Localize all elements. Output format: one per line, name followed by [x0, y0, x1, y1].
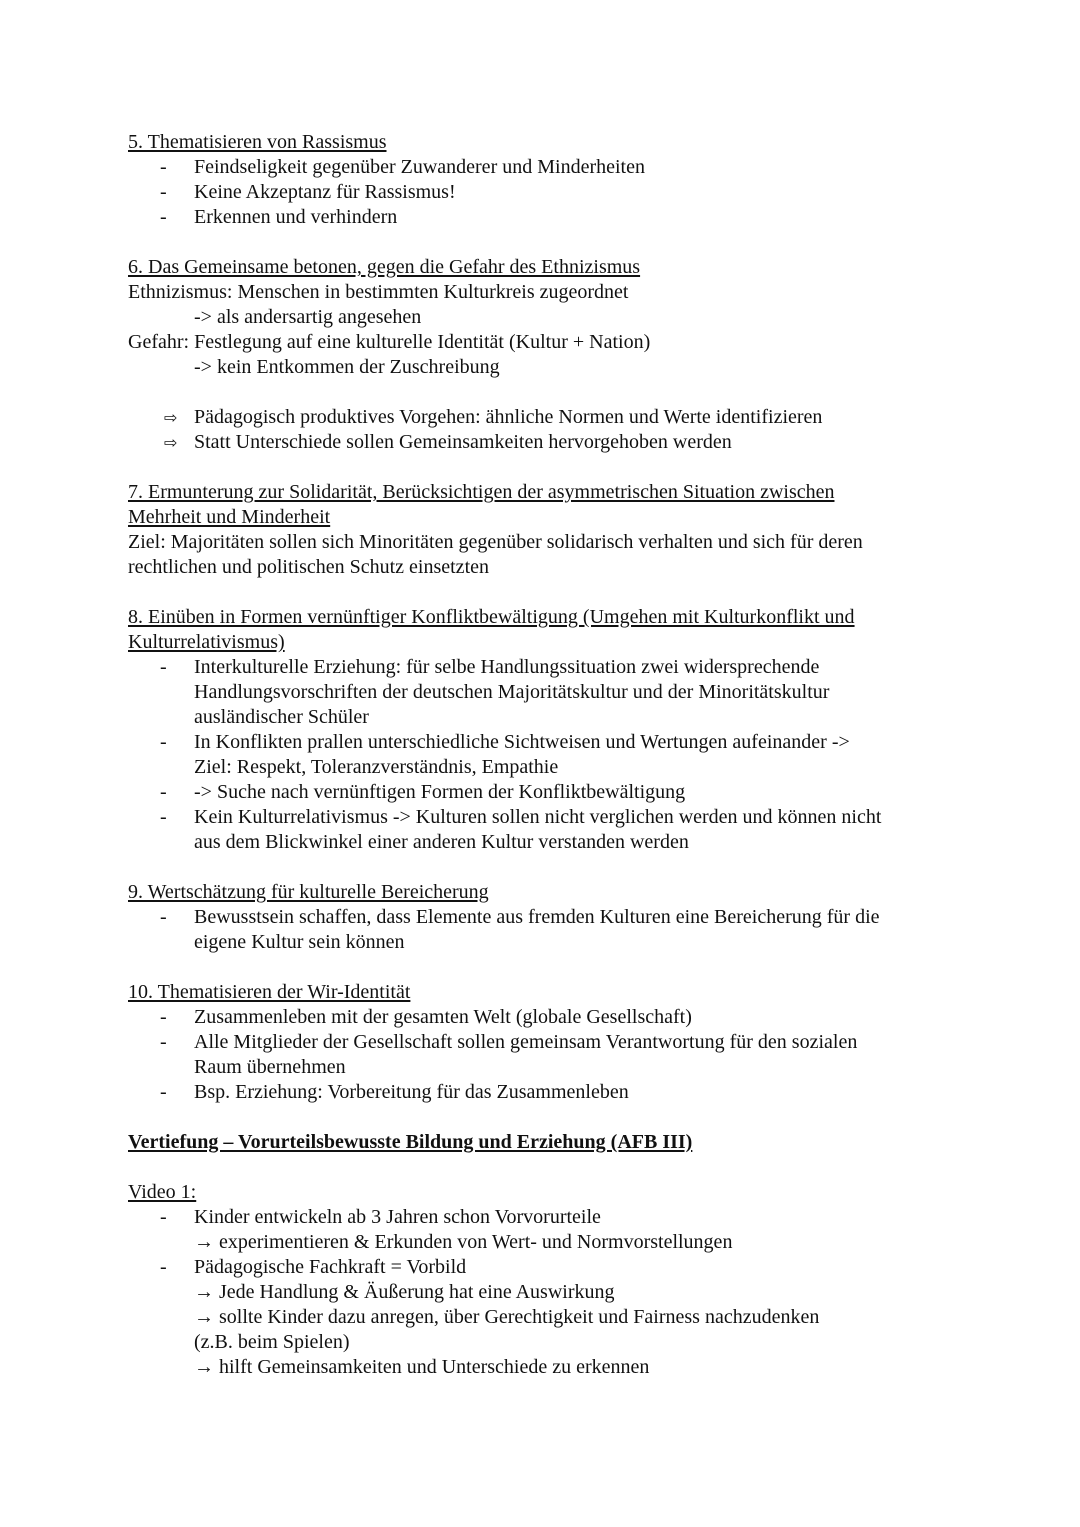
section-heading [128, 255, 958, 280]
bullet-item [128, 180, 958, 205]
bullet-item [128, 905, 958, 930]
line-text: Statt Unterschiede sollen Gemeinsamkeiten hervorgehoben werden [194, 431, 732, 453]
line-text: → hilft Gemeinsamkeiten und Unterschiede zu erkennen [194, 1356, 650, 1378]
section-heading [128, 480, 958, 505]
line-text: -> als andersartig angesehen [194, 306, 422, 328]
bullet-item [128, 1030, 958, 1055]
line-text: Gefahr: Festlegung auf eine kulturelle Identität (Kultur + Nation) [128, 331, 651, 353]
blank-line [128, 455, 958, 480]
blank-line [128, 1105, 958, 1130]
line-text: Ethnizismus: Menschen in bestimmten Kulturkreis zugeordnet [128, 281, 629, 303]
line-text: eigene Kultur sein können [194, 931, 405, 953]
bullet-item [128, 1205, 958, 1230]
line-text: 9. Wertschätzung für kulturelle Bereicherung [128, 881, 489, 903]
paragraph-line [128, 280, 958, 305]
dash-bullet-icon: - [160, 1206, 167, 1228]
line-text: Feindseligkeit gegenüber Zuwanderer und Minderheiten [194, 156, 645, 178]
bullet-item [128, 805, 958, 830]
line-text: Raum übernehmen [194, 1056, 346, 1078]
outline-arrow-icon: ⇨ [164, 408, 178, 427]
line-text: (z.B. beim Spielen) [194, 1331, 350, 1353]
line-text: Pädagogische Fachkraft = Vorbild [194, 1256, 467, 1278]
line-text: aus dem Blickwinkel einer anderen Kultur verstanden werden [194, 831, 689, 853]
indented-line [128, 355, 958, 380]
section-heading [128, 130, 958, 155]
arrow-item [128, 405, 958, 430]
blank-line [128, 230, 958, 255]
paragraph-line [128, 530, 958, 555]
line-text: In Konflikten prallen unterschiedliche Sichtweisen und Wertungen aufeinander -> [194, 731, 850, 753]
line-text: Ziel: Majoritäten sollen sich Minoritäten gegenüber solidarisch verhalten und sich für deren [128, 531, 863, 553]
paragraph-line [128, 330, 958, 355]
outline-arrow-icon: ⇨ [164, 433, 178, 452]
bullet-item [128, 780, 958, 805]
line-text: Zusammenleben mit der gesamten Welt (globale Gesellschaft) [194, 1006, 692, 1028]
line-text: Pädagogisch produktives Vorgehen: ähnliche Normen und Werte identifizieren [194, 406, 823, 428]
blank-line [128, 855, 958, 880]
line-text: Handlungsvorschriften der deutschen Majoritätskultur und der Minoritätskultur [194, 681, 830, 703]
continuation-line [128, 1280, 958, 1305]
continuation-line [128, 680, 958, 705]
continuation-line [128, 1055, 958, 1080]
continuation-line [128, 755, 958, 780]
line-text: 7. Ermunterung zur Solidarität, Berücksichtigen der asymmetrischen Situation zwischen [128, 481, 835, 503]
blank-line [128, 380, 958, 405]
bullet-item [128, 205, 958, 230]
section-heading [128, 1180, 958, 1205]
section-heading [128, 980, 958, 1005]
arrow-item [128, 430, 958, 455]
line-text: -> Suche nach vernünftigen Formen der Konfliktbewältigung [194, 781, 686, 803]
continuation-line [128, 1330, 958, 1355]
blank-line [128, 1155, 958, 1180]
bullet-item [128, 655, 958, 680]
line-text: Bsp. Erziehung: Vorbereitung für das Zusammenleben [194, 1081, 629, 1103]
dash-bullet-icon: - [160, 156, 167, 178]
continuation-line [128, 705, 958, 730]
section-heading [128, 630, 958, 655]
line-text: Kein Kulturrelativismus -> Kulturen sollen nicht verglichen werden und können nicht [194, 806, 882, 828]
line-text: → experimentieren & Erkunden von Wert- und Normvorstellungen [194, 1231, 733, 1253]
dash-bullet-icon: - [160, 1031, 167, 1053]
line-text: 10. Thematisieren der Wir-Identität [128, 981, 411, 1003]
indented-line [128, 305, 958, 330]
document-body [128, 130, 958, 1380]
line-text: → Jede Handlung & Äußerung hat eine Auswirkung [194, 1281, 615, 1303]
line-text: Video 1: [128, 1181, 197, 1203]
continuation-line [128, 1230, 958, 1255]
line-text: 5. Thematisieren von Rassismus [128, 131, 387, 153]
line-text: Vertiefung – Vorurteilsbewusste Bildung und Erziehung (AFB III) [128, 1131, 693, 1153]
line-text: Keine Akzeptanz für Rassismus! [194, 181, 456, 203]
line-text: rechtlichen und politischen Schutz einsetzten [128, 556, 489, 578]
bullet-item [128, 1005, 958, 1030]
line-text: Ziel: Respekt, Toleranzverständnis, Empathie [194, 756, 559, 778]
line-text: ausländischer Schüler [194, 706, 369, 728]
bullet-item [128, 1080, 958, 1105]
dash-bullet-icon: - [160, 731, 167, 753]
section-heading [128, 605, 958, 630]
dash-bullet-icon: - [160, 181, 167, 203]
dash-bullet-icon: - [160, 656, 167, 678]
paragraph-line [128, 555, 958, 580]
line-text: Bewusstsein schaffen, dass Elemente aus fremden Kulturen eine Bereicherung für die [194, 906, 880, 928]
bullet-item [128, 1255, 958, 1280]
line-text: Mehrheit und Minderheit [128, 506, 331, 528]
line-text: Alle Mitglieder der Gesellschaft sollen gemeinsam Verantwortung für den sozialen [194, 1031, 858, 1053]
section-heading [128, 505, 958, 530]
dash-bullet-icon: - [160, 781, 167, 803]
line-text: Interkulturelle Erziehung: für selbe Handlungssituation zwei widersprechende [194, 656, 820, 678]
continuation-line [128, 930, 958, 955]
bullet-item [128, 155, 958, 180]
line-text: 8. Einüben in Formen vernünftiger Konfliktbewältigung (Umgehen mit Kulturkonflikt und [128, 606, 855, 628]
continuation-line [128, 830, 958, 855]
continuation-line [128, 1355, 958, 1380]
section-heading [128, 880, 958, 905]
line-text: -> kein Entkommen der Zuschreibung [194, 356, 500, 378]
line-text: Kulturrelativismus) [128, 631, 285, 653]
dash-bullet-icon: - [160, 806, 167, 828]
dash-bullet-icon: - [160, 906, 167, 928]
blank-line [128, 580, 958, 605]
line-text: Erkennen und verhindern [194, 206, 398, 228]
line-text: 6. Das Gemeinsame betonen, gegen die Gefahr des Ethnizismus [128, 256, 641, 278]
line-text: → sollte Kinder dazu anregen, über Gerechtigkeit und Fairness nachzudenken [194, 1306, 820, 1328]
bold-heading [128, 1130, 958, 1155]
dash-bullet-icon: - [160, 1256, 167, 1278]
line-text: Kinder entwickeln ab 3 Jahren schon Vorvorurteile [194, 1206, 601, 1228]
bullet-item [128, 730, 958, 755]
dash-bullet-icon: - [160, 206, 167, 228]
dash-bullet-icon: - [160, 1006, 167, 1028]
continuation-line [128, 1305, 958, 1330]
blank-line [128, 955, 958, 980]
dash-bullet-icon: - [160, 1081, 167, 1103]
